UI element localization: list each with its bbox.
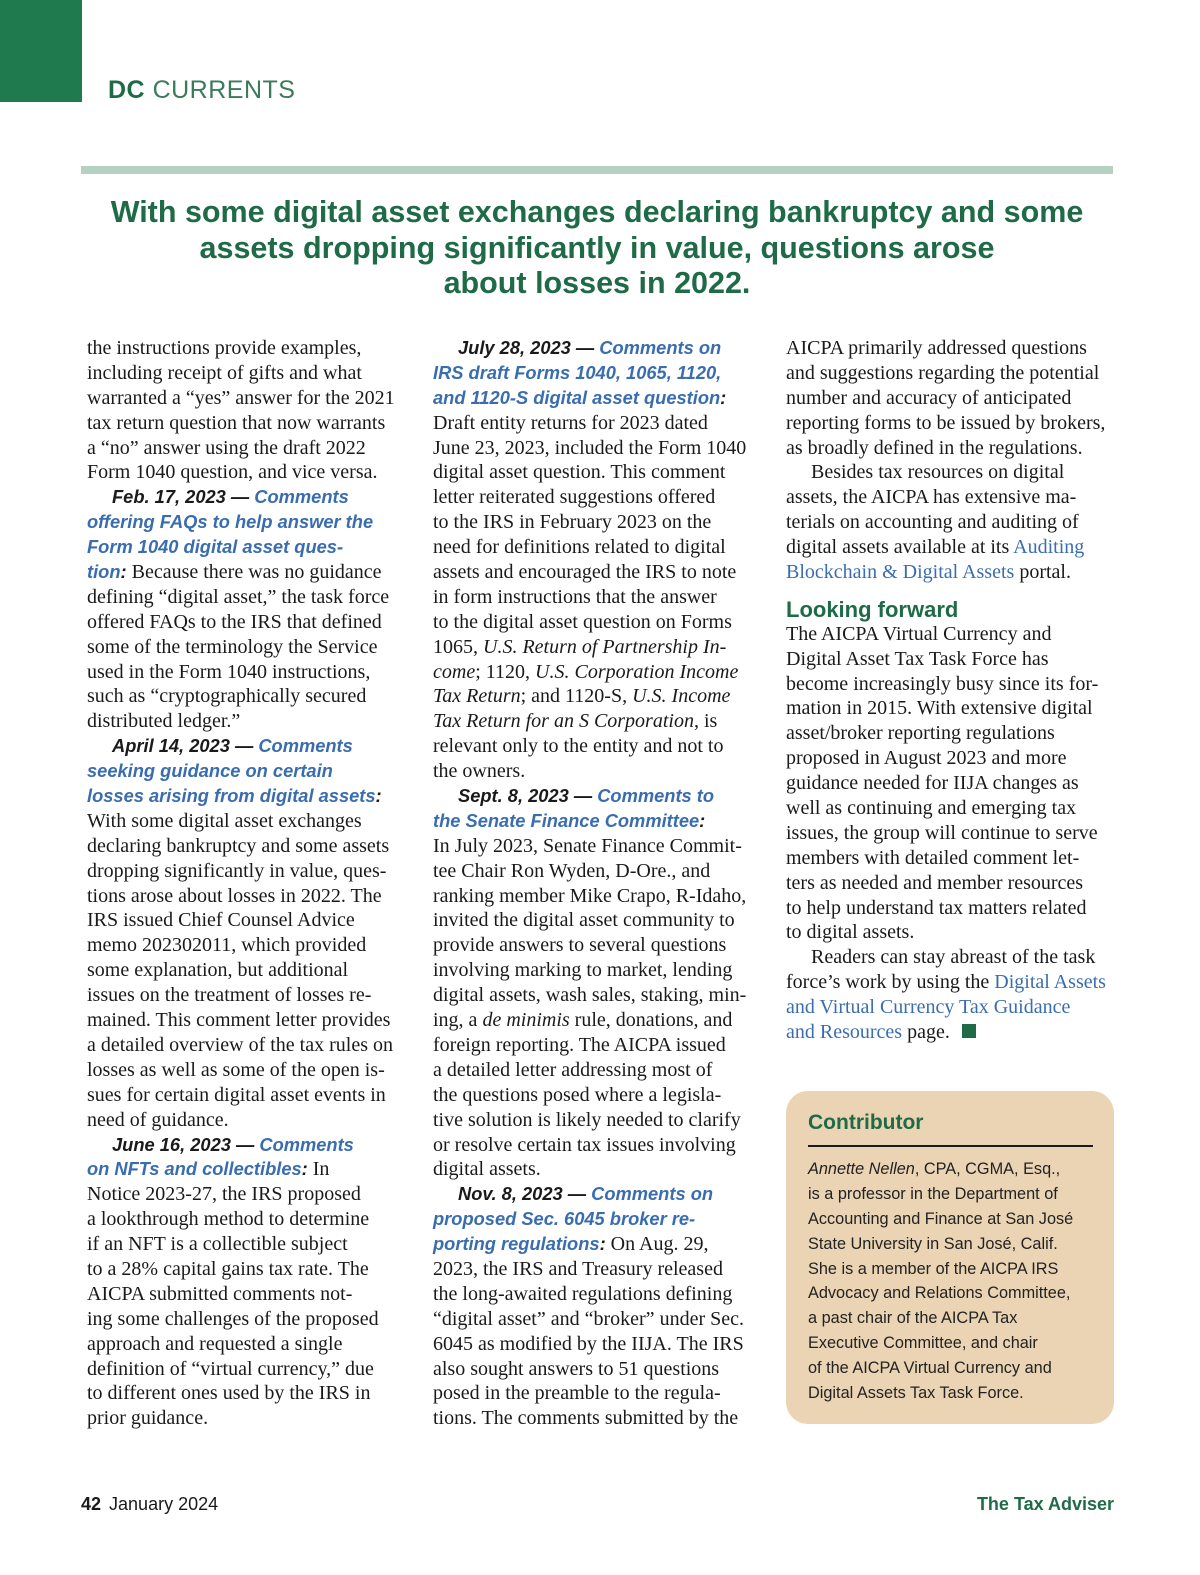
body-line: letter reiterated suggestions offered xyxy=(433,486,716,509)
entry-heading-line xyxy=(87,759,409,784)
entry-topic: losses arising from digital assets xyxy=(87,785,376,807)
body-line: assets and encouraged the IRS to note xyxy=(433,561,737,584)
body-line xyxy=(786,1020,1116,1045)
body-line: need of guidance. xyxy=(87,1108,229,1131)
body-line: as broadly defined in the regulations. xyxy=(786,436,1083,459)
auditing-blockchain-link[interactable]: Blockchain & Digital Assets xyxy=(786,561,1015,584)
bio-line: State University in San José, Calif. xyxy=(808,1234,1058,1253)
entry-topic: Comments to xyxy=(597,785,715,807)
body-line: the owners. xyxy=(433,760,526,783)
body-text: page. xyxy=(902,1021,950,1044)
entry-topic: the Senate Finance Committee xyxy=(433,809,700,831)
contributor-box xyxy=(786,1091,1114,1424)
entry-heading-sep xyxy=(433,784,763,809)
body-line: tions arose about losses in 2022. The xyxy=(87,884,382,907)
body-line xyxy=(87,1157,409,1182)
body-line: Notice 2023-27, the IRS proposed xyxy=(87,1183,361,1206)
body-line: In July 2023, Senate Finance Commit- xyxy=(433,834,742,857)
entry-heading-line xyxy=(433,809,763,834)
body-line: terials on accounting and auditing of xyxy=(786,511,1079,534)
body-line: such as “cryptographically secured xyxy=(87,685,367,708)
body-line: declaring bankruptcy and some assets xyxy=(87,834,390,857)
entry-heading-line xyxy=(87,510,409,535)
article-column-2 xyxy=(433,336,763,1431)
section-header-light: CURRENTS xyxy=(152,76,296,104)
body-line: With some digital asset exchanges xyxy=(87,809,362,832)
entry-topic: on NFTs and collectibles xyxy=(87,1158,302,1180)
body-line: digital assets. xyxy=(433,1158,541,1181)
entry-topic: tion xyxy=(87,561,121,583)
body-line: tee Chair Ron Wyden, D-Ore., and xyxy=(433,859,711,882)
article-column-3 xyxy=(786,336,1116,1045)
contributor-title: Contributor xyxy=(808,1111,924,1134)
contributor-name: Annette Nellen xyxy=(808,1160,915,1178)
entry-date: April 14, 2023 — xyxy=(112,735,254,757)
form-title: U.S. Return of Partnership In- xyxy=(483,635,727,658)
entry-heading-line xyxy=(433,361,763,386)
body-line xyxy=(786,535,1116,560)
entry-topic: porting regulations xyxy=(433,1233,600,1255)
end-mark-icon xyxy=(962,1024,976,1038)
body-line: approach and requested a single xyxy=(87,1332,343,1355)
bio-line xyxy=(808,1157,1103,1182)
form-title: come xyxy=(433,660,476,683)
body-line: AICPA submitted comments not- xyxy=(87,1282,353,1305)
entry-colon: : xyxy=(699,809,706,831)
entry-topic: proposed Sec. 6045 broker re- xyxy=(433,1208,696,1230)
form-title: Tax Return xyxy=(433,685,521,708)
entry-colon: : xyxy=(301,1158,308,1180)
issue-date: January 2024 xyxy=(109,1494,219,1514)
body-line: a lookthrough method to determine xyxy=(87,1208,370,1231)
body-line: mained. This comment letter provides xyxy=(87,1009,391,1032)
body-line: Draft entity returns for 2023 dated xyxy=(433,411,708,434)
contributor-bio xyxy=(808,1157,1103,1406)
entry-topic: Comments on xyxy=(591,1183,714,1205)
body-line: reporting forms to be issued by brokers, xyxy=(786,411,1106,434)
form-title: U.S. Corporation Income xyxy=(535,660,739,683)
entry-colon: : xyxy=(720,386,727,408)
body-line: number and accuracy of anticipated xyxy=(786,386,1072,409)
body-line: offered FAQs to the IRS that defined xyxy=(87,610,382,633)
body-line: IRS issued Chief Counsel Advice xyxy=(87,909,355,932)
body-line: tive solution is likely needed to clarify xyxy=(433,1108,741,1131)
entry-date: Nov. 8, 2023 — xyxy=(458,1183,587,1205)
entry-heading-jul xyxy=(433,336,763,361)
body-line: 2023, the IRS and Treasury released xyxy=(433,1257,723,1280)
page-number: 42 xyxy=(81,1494,102,1514)
entry-date: July 28, 2023 — xyxy=(458,337,595,358)
entry-topic: Comments xyxy=(259,1133,354,1155)
body-line: digital asset question. This comment xyxy=(433,461,726,484)
body-line: issues on the treatment of losses re- xyxy=(87,984,372,1007)
body-text: In xyxy=(312,1158,330,1181)
form-title: U.S. Income xyxy=(632,685,731,708)
body-line: to the digital asset question on Forms xyxy=(433,610,732,633)
entry-topic: Comments on xyxy=(599,337,722,358)
body-text: ing, a xyxy=(433,1009,483,1032)
entry-date: Feb. 17, 2023 — xyxy=(112,486,250,508)
header-rule xyxy=(81,166,1113,174)
body-line: The AICPA Virtual Currency and xyxy=(786,622,1052,645)
entry-date: Sept. 8, 2023 — xyxy=(458,785,593,807)
body-line xyxy=(433,635,763,660)
entry-topic: offering FAQs to help answer the xyxy=(87,511,374,533)
body-line: involving marking to market, lending xyxy=(433,959,733,982)
body-line: Readers can stay abreast of the task xyxy=(811,946,1096,969)
body-line: some of the terminology the Service xyxy=(87,635,378,658)
bio-line: She is a member of the AICPA IRS xyxy=(808,1259,1059,1278)
body-line: Digital Asset Tax Task Force has xyxy=(786,647,1049,670)
body-line: “digital asset” and “broker” under Sec. xyxy=(433,1307,744,1330)
body-line: assets, the AICPA has extensive ma- xyxy=(786,486,1077,509)
body-line: members with detailed comment let- xyxy=(786,846,1080,869)
bio-line: is a professor in the Department of xyxy=(808,1184,1058,1203)
body-line: foreign reporting. The AICPA issued xyxy=(433,1033,726,1056)
body-line: used in the Form 1040 instructions, xyxy=(87,660,371,683)
body-line: ranking member Mike Crapo, R-Idaho, xyxy=(433,884,747,907)
section-header xyxy=(108,76,295,105)
entry-topic: Form 1040 digital asset ques- xyxy=(87,536,344,558)
body-line: warranted a “yes” answer for the 2021 xyxy=(87,386,395,409)
body-line: Form 1040 question, and vice versa. xyxy=(87,461,378,484)
entry-topic: and 1120-S digital asset question xyxy=(433,386,721,408)
body-line: mation in 2015. With extensive digital xyxy=(786,697,1093,720)
bio-line: Digital Assets Tax Task Force. xyxy=(808,1384,1024,1403)
body-line: digital assets, wash sales, staking, min- xyxy=(433,984,747,1007)
body-line: definition of “virtual currency,” due xyxy=(87,1357,374,1380)
bio-line: a past chair of the AICPA Tax xyxy=(808,1309,1018,1328)
bio-line: Advocacy and Relations Committee, xyxy=(808,1284,1071,1303)
body-line xyxy=(433,684,763,709)
article-column-1 xyxy=(87,336,409,1431)
body-text: Because there was no guidance xyxy=(131,561,382,584)
entry-heading-nov xyxy=(433,1182,763,1207)
body-line: to digital assets. xyxy=(786,921,915,944)
latin-term: de minimis xyxy=(482,1009,570,1032)
pull-quote-line: about losses in 2022. xyxy=(443,266,751,300)
body-text: On Aug. 29, xyxy=(610,1233,709,1256)
entry-date: June 16, 2023 — xyxy=(112,1133,255,1155)
body-line: well as continuing and emerging tax xyxy=(786,797,1077,820)
body-line: to help understand tax matters related xyxy=(786,896,1087,919)
body-line: June 23, 2023, included the Form 1040 xyxy=(433,436,747,459)
body-line xyxy=(433,1008,763,1033)
footer-page-info xyxy=(81,1494,218,1515)
body-line: AICPA primarily addressed questions xyxy=(786,337,1087,359)
bio-line: Accounting and Finance at San José xyxy=(808,1209,1074,1228)
header-color-block xyxy=(0,0,82,102)
body-line: provide answers to several questions xyxy=(433,934,727,957)
section-header-bold: DC xyxy=(108,76,146,104)
form-title: Tax Return for an S Corporation xyxy=(433,710,694,733)
entry-colon: : xyxy=(599,1233,606,1255)
body-line: posed in the preamble to the regula- xyxy=(433,1382,721,1405)
body-line: tions. The comments submitted by the xyxy=(433,1407,739,1430)
body-line: issues, the group will continue to serve xyxy=(786,821,1098,844)
body-line: need for definitions related to digital xyxy=(433,536,726,559)
entry-topic: Comments xyxy=(254,486,349,508)
bio-text: , CPA, CGMA, Esq., xyxy=(914,1160,1061,1178)
body-line: the long-awaited regulations defining xyxy=(433,1282,733,1305)
body-line xyxy=(786,560,1116,585)
body-line: also sought answers to 51 questions xyxy=(433,1357,720,1380)
body-line: sues for certain digital asset events in xyxy=(87,1083,386,1106)
digital-assets-guidance-link[interactable]: and Resources xyxy=(786,1021,903,1044)
entry-colon: : xyxy=(120,561,127,583)
body-line: in form instructions that the answer xyxy=(433,585,717,608)
entry-heading-line xyxy=(433,386,763,411)
body-line: memo 202302011, which provided xyxy=(87,934,367,957)
pull-quote xyxy=(81,195,1113,302)
body-line: asset/broker reporting regulations xyxy=(786,722,1055,745)
body-line: become increasingly busy since its for- xyxy=(786,672,1099,695)
contributor-rule xyxy=(808,1145,1093,1147)
body-line: including receipt of gifts and what xyxy=(87,361,362,384)
body-line xyxy=(433,1232,763,1257)
entry-heading-feb xyxy=(87,485,409,510)
body-line: 6045 as modified by the IIJA. The IRS xyxy=(433,1332,744,1355)
entry-topic: Comments xyxy=(258,735,353,757)
bio-line: Executive Committee, and chair xyxy=(808,1334,1038,1353)
body-line: some explanation, but additional xyxy=(87,959,349,982)
body-line: a detailed overview of the tax rules on xyxy=(87,1033,393,1056)
body-line: ing some challenges of the proposed xyxy=(87,1307,379,1330)
body-line: to a 28% capital gains tax rate. The xyxy=(87,1257,369,1280)
body-text: ; and 1120-S, xyxy=(520,685,633,708)
body-text: digital assets available at its xyxy=(786,536,1014,559)
body-line: proposed in August 2023 and more xyxy=(786,747,1067,770)
body-line: if an NFT is a collectible subject xyxy=(87,1233,348,1256)
body-line xyxy=(87,560,409,585)
entry-topic: seeking guidance on certain xyxy=(87,760,333,782)
body-line: the questions posed where a legisla- xyxy=(433,1083,722,1106)
body-line: relevant only to the entity and not to xyxy=(433,735,724,758)
body-text: , is xyxy=(693,710,718,733)
body-line: defining “digital asset,” the task force xyxy=(87,585,390,608)
entry-heading-apr xyxy=(87,734,409,759)
body-line: to the IRS in February 2023 on the xyxy=(433,511,712,534)
body-text: portal. xyxy=(1014,561,1071,584)
entry-topic: IRS draft Forms 1040, 1065, 1120, xyxy=(433,361,722,383)
digital-assets-guidance-link[interactable]: Digital Assets xyxy=(994,971,1106,994)
pull-quote-line: assets dropping significantly in value, questions arose xyxy=(199,230,995,265)
body-line: a detailed letter addressing most of xyxy=(433,1058,713,1081)
body-line: invited the digital asset community to xyxy=(433,909,735,932)
digital-assets-guidance-link[interactable]: and Virtual Currency Tax Guidance xyxy=(786,996,1071,1019)
body-line: Besides tax resources on digital xyxy=(811,461,1065,484)
body-line: ters as needed and member resources xyxy=(786,871,1084,894)
body-text: ; 1120, xyxy=(475,660,536,683)
body-line: or resolve certain tax issues involving xyxy=(433,1133,736,1156)
entry-heading-line xyxy=(433,1207,763,1232)
body-text: 1065, xyxy=(433,635,483,658)
bio-line: of the AICPA Virtual Currency and xyxy=(808,1359,1052,1378)
body-line: to different ones used by the IRS in xyxy=(87,1382,371,1405)
entry-colon: : xyxy=(375,785,382,807)
body-line: tax return question that now warrants xyxy=(87,411,386,434)
body-line: distributed ledger.” xyxy=(87,710,241,733)
entry-heading-line xyxy=(87,784,409,809)
looking-forward-heading: Looking forward xyxy=(786,596,959,622)
body-line xyxy=(786,995,1116,1020)
body-line xyxy=(433,709,763,734)
pull-quote-line: With some digital asset exchanges declaring bankruptcy and some xyxy=(110,195,1084,229)
body-line: dropping significantly in value, ques- xyxy=(87,859,387,882)
body-line: a “no” answer using the draft 2022 xyxy=(87,436,366,459)
entry-heading-line xyxy=(87,535,409,560)
body-line: and suggestions regarding the potential xyxy=(786,361,1100,384)
body-line xyxy=(786,970,1116,995)
body-line: the instructions provide examples, xyxy=(87,337,362,359)
body-text: force’s work by using the xyxy=(786,971,995,994)
body-line: guidance needed for IIJA changes as xyxy=(786,772,1079,795)
body-line: losses as well as some of the open is- xyxy=(87,1058,385,1081)
body-line: prior guidance. xyxy=(87,1407,209,1430)
body-line xyxy=(433,660,763,685)
publication-name: The Tax Adviser xyxy=(976,1494,1114,1514)
auditing-blockchain-link[interactable]: Auditing xyxy=(1013,536,1085,559)
body-text: rule, donations, and xyxy=(569,1009,733,1032)
entry-heading-jun xyxy=(87,1133,409,1158)
